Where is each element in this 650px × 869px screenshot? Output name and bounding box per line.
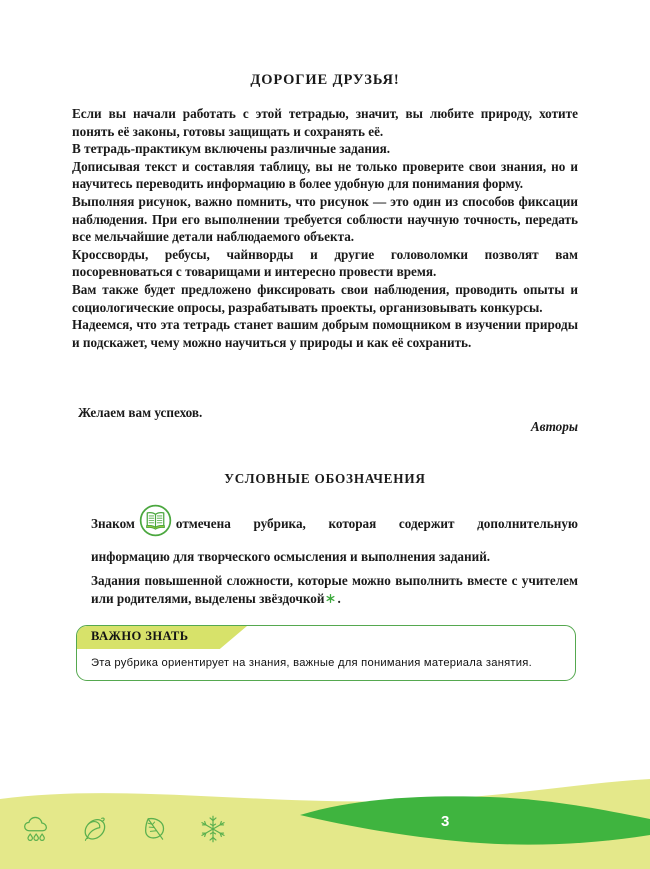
important-callout-box	[76, 625, 576, 681]
legend-item-star	[91, 572, 578, 607]
page-number: 3	[441, 813, 450, 830]
greeting-paragraph: Дописывая текст и составляя таблицу, вы не только проверите свои знания, но и научитесь переводить информацию в более удобную для понимания форму.	[72, 158, 578, 192]
greeting-signature: Авторы	[530, 419, 578, 434]
greeting-paragraph: Надеемся, что эта тетрадь станет вашим добрым помощником в изучении природы и подскажет, чему можно научиться у природы и как её сохранить.	[72, 317, 578, 350]
greeting-title: ДОРОГИЕ ДРУЗЬЯ!	[250, 72, 400, 88]
legend-item-star-text: Задания повышенной сложности, которые можно выполнить вместе с учителем или родителями, выделены звёздочкой	[91, 573, 578, 606]
legend-item-book-text: отмечена рубрика, которая содержит дополнительную информацию для творческого осмысления и выполнения заданий.	[91, 516, 578, 564]
footer-decoration	[0, 779, 650, 869]
legend-item-book-prefix: Знаком	[91, 516, 135, 531]
greeting-paragraph: Кроссворды, ребусы, чайнворды и другие головоломки позволят вам посоревноваться с товарищами и интересно провести время.	[72, 246, 578, 280]
open-book-icon	[139, 504, 172, 537]
greeting-paragraph: Если вы начали работать с этой тетрадью, значит, вы любите природу, хотите понять её законы, готовы защищать и сохранять её.	[72, 106, 578, 139]
legend-title: УСЛОВНЫЕ ОБОЗНАЧЕНИЯ	[224, 471, 426, 486]
greeting-paragraph: Выполняя рисунок, важно помнить, что рисунок — это один из способов фиксации наблюдения. При его выполнении требуется соблюсти научную точность, передать все мельчайшие детали наблюдаемого объекта.	[72, 193, 578, 245]
important-box-text: Эта рубрика ориентирует на знания, важные для понимания материала занятия.	[91, 657, 532, 669]
legend-item-star-period: .	[337, 590, 341, 606]
green-asterisk-icon	[325, 591, 336, 602]
greeting-closing: Желаем вам успехов.	[78, 405, 203, 420]
legend-item-book	[91, 504, 578, 573]
footer-wave-svg	[0, 779, 650, 869]
greeting-paragraph: Вам также будет предложено фиксировать свои наблюдения, проводить опыты и социологические опросы, разрабатывать проекты, организовывать конкурсы.	[72, 281, 578, 315]
greeting-body	[72, 105, 578, 351]
important-banner-label: ВАЖНО ЗНАТЬ	[91, 629, 189, 643]
greeting-paragraph: В тетрадь-практикум включены различные задания.	[72, 141, 391, 157]
